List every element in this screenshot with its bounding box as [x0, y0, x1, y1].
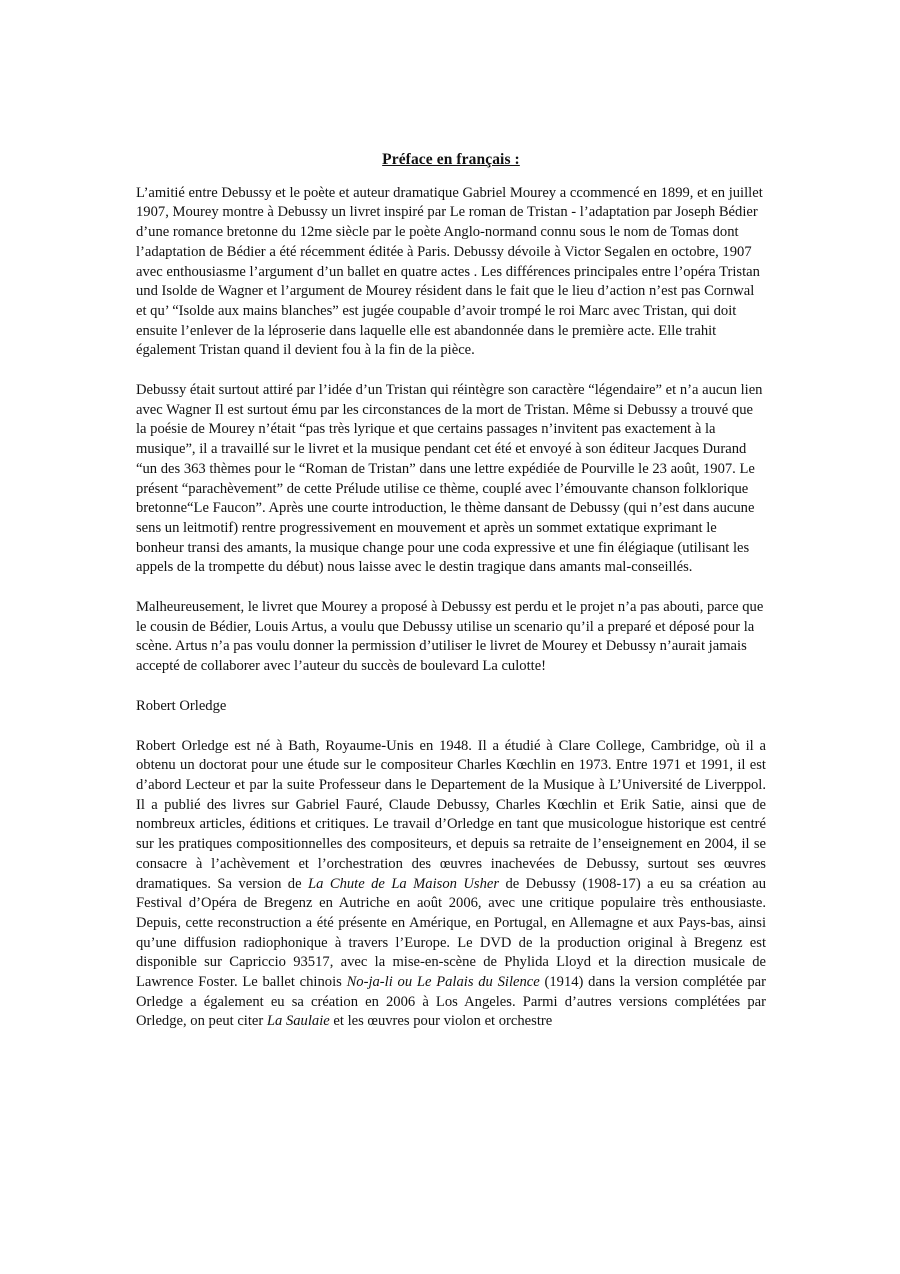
author-name: Robert Orledge: [136, 697, 227, 714]
bio-text-1: Robert Orledge est né à Bath, Royaume-Unis en 1948. Il a étudié à Clare College, Cambridge, où il a obtenu un doctorat pour une étude sur le compositeur Charles Kœchlin en 1973. Entre 1971 et 1991, il est d’abord Lecteur et par la suite Professeur dans le Departement de la Musique à L’Université de Liverppol. Il a publié des livres sur Gabriel Fauré, Claude Debussy, Charles Kœchlin et Erik Satie, ainsi que de nombreux articles, éditions et critiques. Le travail d’Orledge en tant que musicologue historique est centré sur les pratiques compositionnelles des compositeurs, et depuis sa retraite de l’enseignement en 2004, il se consacre à l’achèvement et l’orchestration des œuvres inachevées de Debussy, surtout ses œuvres dramatiques. Sa version de: [136, 737, 766, 892]
bio-text-2: de Debussy (1908-17) a eu sa création au Festival d’Opéra de Bregenz en Autriche en août 2006, avec une critique populaire très enthousiaste. Depuis, cette reconstruction a été présente en Amérique, en Portugal, en Allemagne et aux Pays-bas, ainsi qu’une diffusion radiophonique à travers l’Europe. Le DVD de la production original à Bregenz est disponible sur Capriccio 93517, avec la mise-en-scène de Phylida Lloyd et la direction musicale de Lawrence Foster. Le ballet chinois: [136, 875, 766, 991]
paragraph-biography: [136, 737, 766, 1033]
work-title-saulaie: La Saulaie: [266, 1013, 330, 1030]
paragraph-tristan: Debussy était surtout attiré par l’idée d’un Tristan qui réintègre son caractère “légendaire” et n’a aucun lien avec Wagner Il est surtout ému par les circonstances de la mort de Tristan. Même si Debussy a trouvé que la poésie de Mourey n’était “pas très lyrique et que certains passages n’invitent pas exactement à la musique”, il a travaillé sur le livret et la musique pendant cet été et envoyé à son éditeur Jacques Durand “un des 363 thèmes pour le “Roman de Tristan” dans une lettre expédiée de Pourville le 23 août, 1907. Le présent “parachèvement” de cette Prélude utilise ce thème, couplé avec l’émouvante chanson folklorique bretonne“Le Faucon”. Après une courte introduction, le thème dansant de Debussy (qui n’est dans aucune sens un leitmotif) rentre progressivement en mouvement et après un sommet extatique exprimant le bonheur transi des amants, la musique change pour une coda expressive et une fin élégiaque (utilisant les appels de la trompette du début) nous laisse avec le destin tragique dans amants mal-conseillés.: [136, 382, 763, 576]
bio-text-4: et les œuvres pour violon et orchestre: [329, 1013, 553, 1030]
page-title: Préface en français :: [382, 151, 520, 168]
bio-text-3: (1914) dans la version complétée par Orledge a également eu sa création en 2006 à Los Angeles. Parmi d’autres versions complétées par Orledge, on peut citer: [136, 974, 766, 1030]
work-title-usher: La Chute de La Maison Usher: [308, 875, 500, 892]
work-title-noja-li: No-ja-li ou Le Palais du Silence: [346, 974, 540, 991]
paragraph-intro: L’amitié entre Debussy et le poète et auteur dramatique Gabriel Mourey a ccommencé en 1899, et en juillet 1907, Mourey montre à Debussy un livret inspiré par Le roman de Tristan - l’adaptation par Joseph Bédier d’une romance bretonne du 12me siècle par le poète Anglo-normand connu sous le nom de Tomas dont l’adaptation de Bédier a été récemment éditée à Paris. Debussy dévoile à Victor Segalen en octobre, 1907 avec enthousiasme l’argument d’un ballet en quatre actes . Les différences principales entre l’opéra Tristan und Isolde de Wagner et l’argument de Mourey résident dans le fait que le lieu d’action n’est pas Cornwal et qu’ “Isolde aux mains blanches” est jugée coupable d’avoir trompé le roi Marc avec Tristan, qui doit ensuite l’enlever de la léproserie dans laquelle elle est abandonnée dans le première acte. Elle trahit également Tristan quand il devient fou à la fin de la pièce.: [136, 184, 763, 359]
document-page: [136, 150, 766, 1052]
paragraph-libretto: Malheureusement, le livret que Mourey a proposé à Debussy est perdu et le projet n’a pas abouti, parce que le cousin de Bédier, Louis Artus, a voulu que Debussy utilise un scenario qu’il a preparé et déposé pour la scène. Artus n’a pas voulu donner la permission d’utiliser le livret de Mourey et Debussy n’aurait jamais accepté de collaborer avec l’auteur du succès de boulevard La culotte!: [136, 599, 764, 675]
